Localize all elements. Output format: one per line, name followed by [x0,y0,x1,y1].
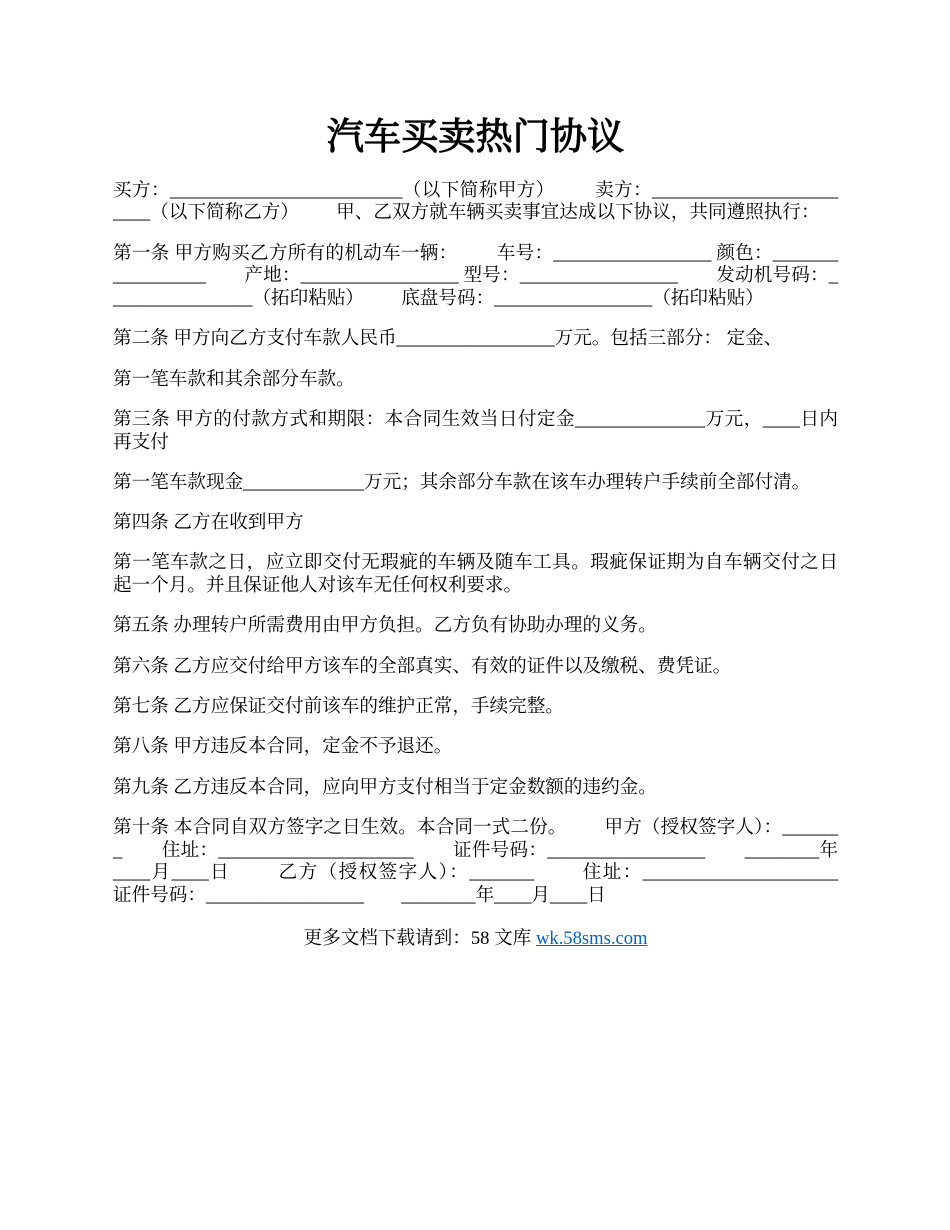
document-body [113,115,876,951]
article-8-buyer-breach: 第八条 甲方违反本合同，定金不予退还。 [113,736,453,758]
article-2-continued: 第一笔车款和其余部分车款。 [113,368,355,390]
article-5-transfer-fees: 第五条 办理转户所需费用由甲方负担。乙方负有协助办理的义务。 [113,615,657,637]
footer-link[interactable]: wk.58sms.com [535,927,648,949]
download-footer [113,928,838,951]
parties-intro: 买方：_________________________（以下简称甲方） 卖方：________________________（以下简称乙方） 甲、乙双方就车辆买卖事宜达成以下协议，共同遵照执行： [113,179,838,224]
article-4-continued: 第一笔车款之日，应立即交付无瑕疵的车辆及随车工具。瑕疵保证期为自车辆交付之日起一个月。并且保证他人对该车无任何权利要求。 [113,552,838,597]
article-3-continued: 第一笔车款现金_____________万元；其余部分车款在该车办理转户手续前全部付清。 [113,471,811,493]
article-10-signatures: 第十条 本合同自双方签字之日生效。本合同一式二份。 甲方（授权签字人）：_______ 住址：_____________________ 证件号码：_________________ ________年____月____日 乙方（授权签字人）：_______ 住址：_____________________ 证件号码：_________________ ________年____月____日 [113,816,876,906]
article-9-seller-breach: 第九条 乙方违反本合同，应向甲方支付相当于定金数额的违约金。 [113,776,657,798]
article-3-payment-terms: 第三条 甲方的付款方式和期限：本合同生效当日付定金______________万元，____日内再支付 [113,408,838,453]
article-1-vehicle-details: 第一条 甲方购买乙方所有的机动车一辆： 车号：_________________ 颜色：_________________ 产地：_________________ 型号：_________________ 发动机号码：________________（拓印粘贴） 底盘号码：_________________（拓印粘贴） [113,242,838,309]
footer-text: 更多文档下载请到：58 文库 [303,927,536,949]
article-4-delivery: 第四条 乙方在收到甲方 [113,512,304,534]
article-6-documents: 第六条 乙方应交付给甲方该车的全部真实、有效的证件以及缴税、费凭证。 [113,655,732,677]
document-title: 汽车买卖热门协议 [326,116,625,158]
article-7-maintenance: 第七条 乙方应保证交付前该车的维护正常，手续完整。 [113,695,564,717]
article-2-payment-amount: 第二条 甲方向乙方支付车款人民币_________________万元。包括三部分： 定金、 [113,328,783,350]
